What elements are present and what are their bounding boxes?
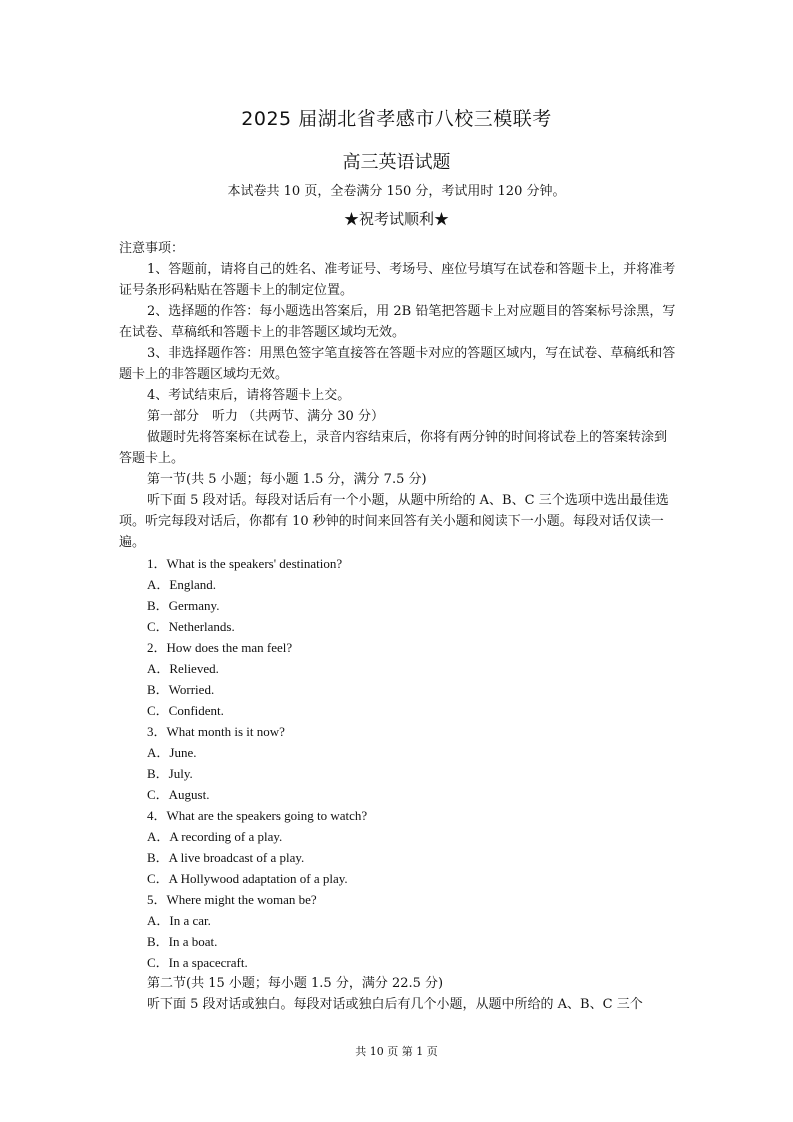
answer-option: B．Germany. [147,598,220,613]
answer-option: A．Relieved. [147,661,219,676]
exam-info: 本试卷共 10 页，全卷满分 150 分，考试用时 120 分钟。 [227,184,566,199]
answer-option: A．June. [147,745,197,760]
answer-option: A．A recording of a play. [147,829,283,844]
answer-option: C．August. [147,787,210,802]
question: 5．Where might the woman be? [147,892,317,907]
question: 3．What month is it now? [147,724,285,739]
note-item: 3、非选择题作答：用黑色签字笔直接答在答题卡对应的答题区域内，写在试卷、草稿纸和答题卡上的非答题区域均无效。 [119,346,676,382]
answer-option: B．July. [147,766,193,781]
note-item: 1、答题前，请将自己的姓名、准考证号、考场号、座位号填写在试卷和答题卡上，并将准考证号条形码粘贴在答题卡上的制定位置。 [119,262,676,298]
exam-title: 2025 届湖北省孝感市八校三模联考 [241,108,552,130]
question: 4．What are the speakers going to watch? [147,808,368,823]
note-item: 2、选择题的作答：每小题选出答案后，用 2B 铅笔把答题卡上对应题目的答案标号涂黑，写在试卷、草稿纸和答题卡上的非答题区域均无效。 [119,304,676,340]
question: 2．How does the man feel? [147,640,293,655]
page-footer: 共 10 页 第 1 页 [355,1045,438,1058]
answer-option: B．In a boat. [147,934,218,949]
answer-option: B．Worried. [147,682,215,697]
answer-option: C．Netherlands. [147,619,235,634]
section2-heading: 第二节(共 15 小题；每小题 1.5 分，满分 22.5 分) [147,976,444,991]
note-item: 4、考试结束后，请将答题卡上交。 [147,388,351,403]
section1-instructions: 听下面 5 段对话。每段对话后有一个小题，从题中所给的 A、B、C 三个选项中选出最佳选项。听完每段对话后，你都有 10 秒钟的时间来回答有关小题和阅读下一小题。每段对话仅读一遍。 [119,493,669,550]
notes-heading: 注意事项： [119,241,185,256]
answer-option: A．In a car. [147,913,211,928]
section2-instructions: 听下面 5 段对话或独白。每段对话或独白后有几个小题，从题中所给的 A、B、C 三个 [147,997,643,1012]
answer-option: B．A live broadcast of a play. [147,850,305,865]
exam-subtitle: 高三英语试题 [342,152,451,173]
answer-option: A．England. [147,577,216,592]
question: 1．What is the speakers' destination? [147,556,343,571]
answer-option: C．A Hollywood adaptation of a play. [147,871,348,886]
section1-heading: 第一节(共 5 小题；每小题 1.5 分，满分 7.5 分) [147,472,427,487]
part1-heading: 第一部分 听力 （共两节、满分 30 分） [147,409,384,424]
blessing-line: ★祝考试顺利★ [343,210,449,228]
part1-instructions: 做题时先将答案标在试卷上，录音内容结束后，你将有两分钟的时间将试卷上的答案转涂到答题卡上。 [119,430,668,466]
answer-option: C．In a spacecraft. [147,955,248,970]
document-body [119,238,679,1015]
answer-option: C．Confident. [147,703,224,718]
